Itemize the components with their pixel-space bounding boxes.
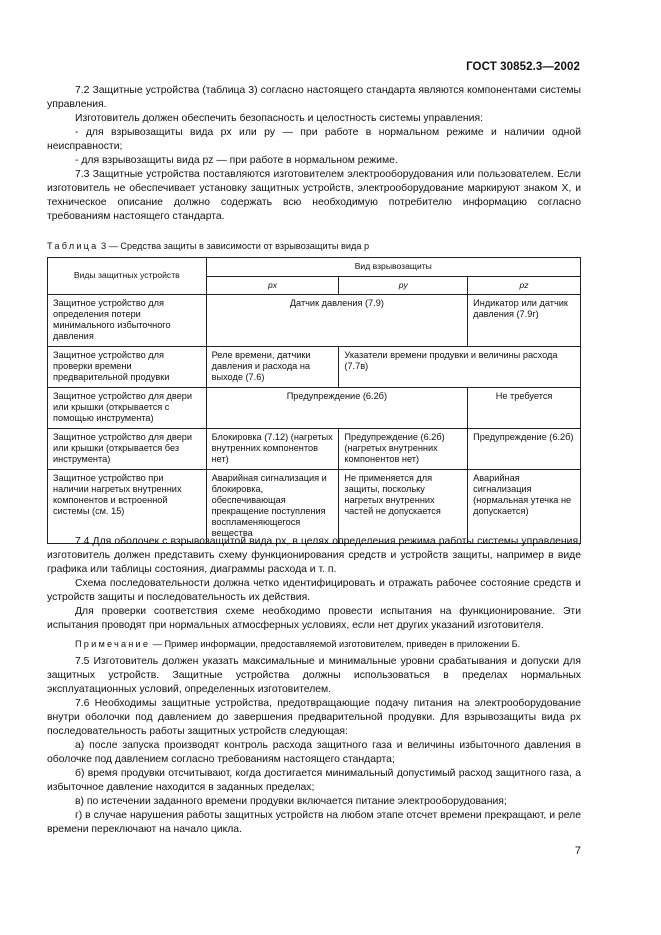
protection-table: [47, 257, 581, 544]
page-number: 7: [574, 845, 581, 857]
document-number: ГОСТ 30852.3—2002: [466, 61, 580, 73]
list-item: - для взрывозащиты вида px или py — при работе в нормальном режиме и наличии одной неисправности;: [47, 127, 581, 152]
body-section: [47, 535, 581, 837]
list-item: - для взрывозащиты вида pz — при работе в нормальном режиме.: [75, 155, 398, 166]
paragraph-7-6: 7.6 Необходимы защитные устройства, предотвращающие подачу питания на электрооборудование внутри оболочки под давлением до завершения предварительной продувки. Для взрывозащиты вида px последовательность работы защитных устройств следующая:: [47, 698, 581, 737]
table-caption: [47, 239, 581, 253]
paragraph-7-2: 7.2 Защитные устройства (таблица 3) согласно настоящего стандарта являются компонентами системы управления.: [47, 85, 581, 110]
paragraph-7-4: 7.4 Для оболочек с взрывозащитой вида px, в целях определения режима работы системы управления, изготовитель должен представить схему функционирования средств и устройств защиты, например в виде графика или таблицы состояния, диаграммы расхода и т. п.: [47, 536, 581, 575]
list-item: г) в случае нарушения работы защитных устройств на любом этапе отсчет времени прекращают, и реле времени переключают на начало цикла.: [47, 810, 581, 835]
paragraph-7-5: 7.5 Изготовитель должен указать максимальные и минимальные уровни срабатывания и допуски для защитных устройств. Защитные устройства должны использоваться в пределах нормальных эксплуатационных условий, определенных изготовителем.: [47, 656, 581, 695]
table-caption-text: 3 — Средства защиты в зависимости от взрывозащиты вида p: [101, 241, 370, 251]
intro-section: [47, 84, 581, 224]
table-row: Защитное устройство для двери или крышки (открывается с помощью инструмента) Предупреждение (6.2б) Не требуется: [48, 388, 581, 429]
paragraph: Изготовитель должен обеспечить безопасность и целостность системы управления:: [75, 113, 483, 124]
note: [47, 637, 581, 651]
list-item: в) по истечении заданного времени продувки включается питание электрооборудования;: [75, 796, 507, 807]
table-row: Защитное устройство для двери или крышки (открывается без инструмента) Блокировка (7.12) (нагретых внутренних компонентов нет) Предупреждение (6.2б) (нагретых внутренних компонентов нет) Предупреждение (6.2б): [48, 429, 581, 470]
note-label: Примечание: [75, 639, 151, 649]
note-text: — Пример информации, предоставляемой изготовителем, приведен в приложении Б.: [152, 639, 521, 649]
paragraph: Для проверки соответствия схеме необходимо провести испытания на функционирование. Эти испытания проводят при нормальных атмосферных условиях, если нет других указаний изготовителя.: [47, 606, 581, 631]
header-device-types: Виды защитных устройств: [48, 258, 207, 295]
table-row: Защитное устройство для проверки времени предварительной продувки Реле времени, датчики давления и расхода на выходе (7.6) Указатели времени продувки и величины расхода (7.7в): [48, 347, 581, 388]
header-py: py: [339, 277, 468, 295]
list-item: а) после запуска производят контроль расхода защитного газа и величины избыточного давления в оболочке под давлением согласно требованиям настоящего стандарта;: [47, 740, 581, 765]
table-row: Защитное устройство при наличии нагретых внутренних компонентов и встроенной системы (см. 15) Аварийная сигнализация и блокировка, обеспечивающая прекращение поступления воспламеняющегося вещества Не применяется для защиты, поскольку нагретых внутренних частей не допускается Аварийная сигнализация (нормальная утечка не допускается): [48, 470, 581, 544]
header-px: px: [206, 277, 339, 295]
table-caption-label: Таблица: [47, 241, 99, 251]
table-row: Защитное устройство для определения потери минимального избыточного давления Датчик давления (7.9) Индикатор или датчик давления (7.9г): [48, 295, 581, 347]
header-protection-type: Вид взрывозащиты: [206, 258, 580, 277]
paragraph: Схема последовательности должна четко идентифицировать и отражать рабочее состояние средств и устройств защиты и последовательность их действия.: [47, 578, 581, 603]
list-item: б) время продувки отсчитывают, когда достигается минимальный допустимый расход защитного газа, а избыточное давление находится в заданных пределах;: [47, 768, 581, 793]
paragraph-7-3: 7.3 Защитные устройства поставляются изготовителем электрооборудования или пользователем. Если изготовитель не обеспечивает установку защитных устройств, электрооборудование маркируют знаком X, и техническое описание должно содержать всю необходимую потребителю информацию согласно требованиям настоящего стандарта.: [47, 169, 581, 222]
header-pz: pz: [468, 277, 581, 295]
